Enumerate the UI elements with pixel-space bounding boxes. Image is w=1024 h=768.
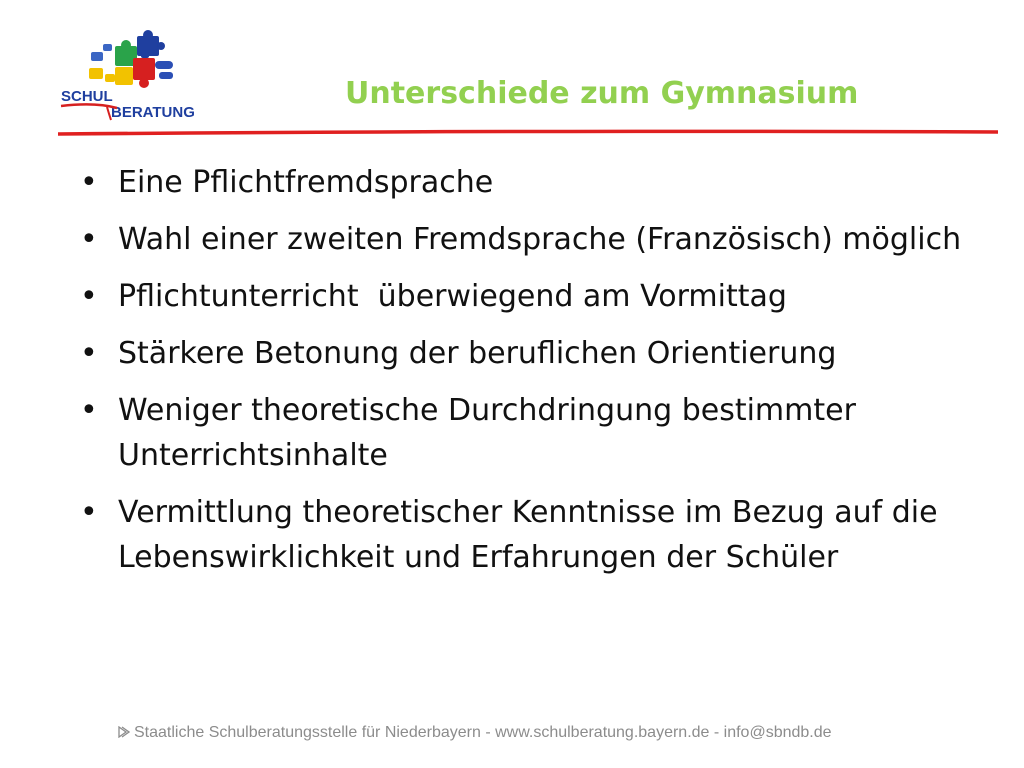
bullet-item: [76, 490, 996, 580]
bullet-dot: •: [80, 222, 98, 257]
logo-text-beratung: BERATUNG: [111, 104, 195, 121]
bullet-dot: •: [80, 336, 98, 371]
logo-text-schul: SCHUL: [61, 88, 113, 105]
bullet-item: [76, 388, 996, 478]
bullet-text: Eine Pflichtfremdsprache: [118, 165, 494, 200]
bullet-list: [76, 160, 996, 592]
slide-title: Unterschiede zum Gymnasium: [345, 76, 859, 111]
schulberatung-logo: [55, 28, 215, 123]
arrow-bullet-icon: [118, 726, 130, 738]
bullet-dot: •: [80, 165, 98, 200]
bullet-text: Weniger theoretische Durchdringung bestimmter Unterrichtsinhalte: [118, 393, 856, 473]
bullet-item: [76, 331, 996, 376]
footer-text: Staatliche Schulberatungsstelle für Niederbayern - www.schulberatung.bayern.de - info@sbndb.de: [134, 724, 832, 741]
footer: [118, 722, 988, 744]
bullet-item: [76, 274, 996, 319]
bullet-text: Stärkere Betonung der beruflichen Orientierung: [118, 336, 837, 371]
bullet-text: Wahl einer zweiten Fremdsprache (Französisch) möglich: [118, 222, 962, 257]
puzzle-icon: [89, 30, 173, 88]
bullet-text: Pflichtunterricht überwiegend am Vormittag: [118, 279, 787, 314]
bullet-item: [76, 217, 996, 262]
bullet-dot: •: [80, 393, 98, 428]
logo-swoosh: [61, 104, 117, 108]
bullet-text: Vermittlung theoretischer Kenntnisse im Bezug auf die Lebenswirklichkeit und Erfahrungen der Schüler: [118, 495, 938, 575]
bullet-dot: •: [80, 495, 98, 530]
title-divider: [58, 128, 998, 140]
bullet-dot: •: [80, 279, 98, 314]
bullet-item: [76, 160, 996, 205]
